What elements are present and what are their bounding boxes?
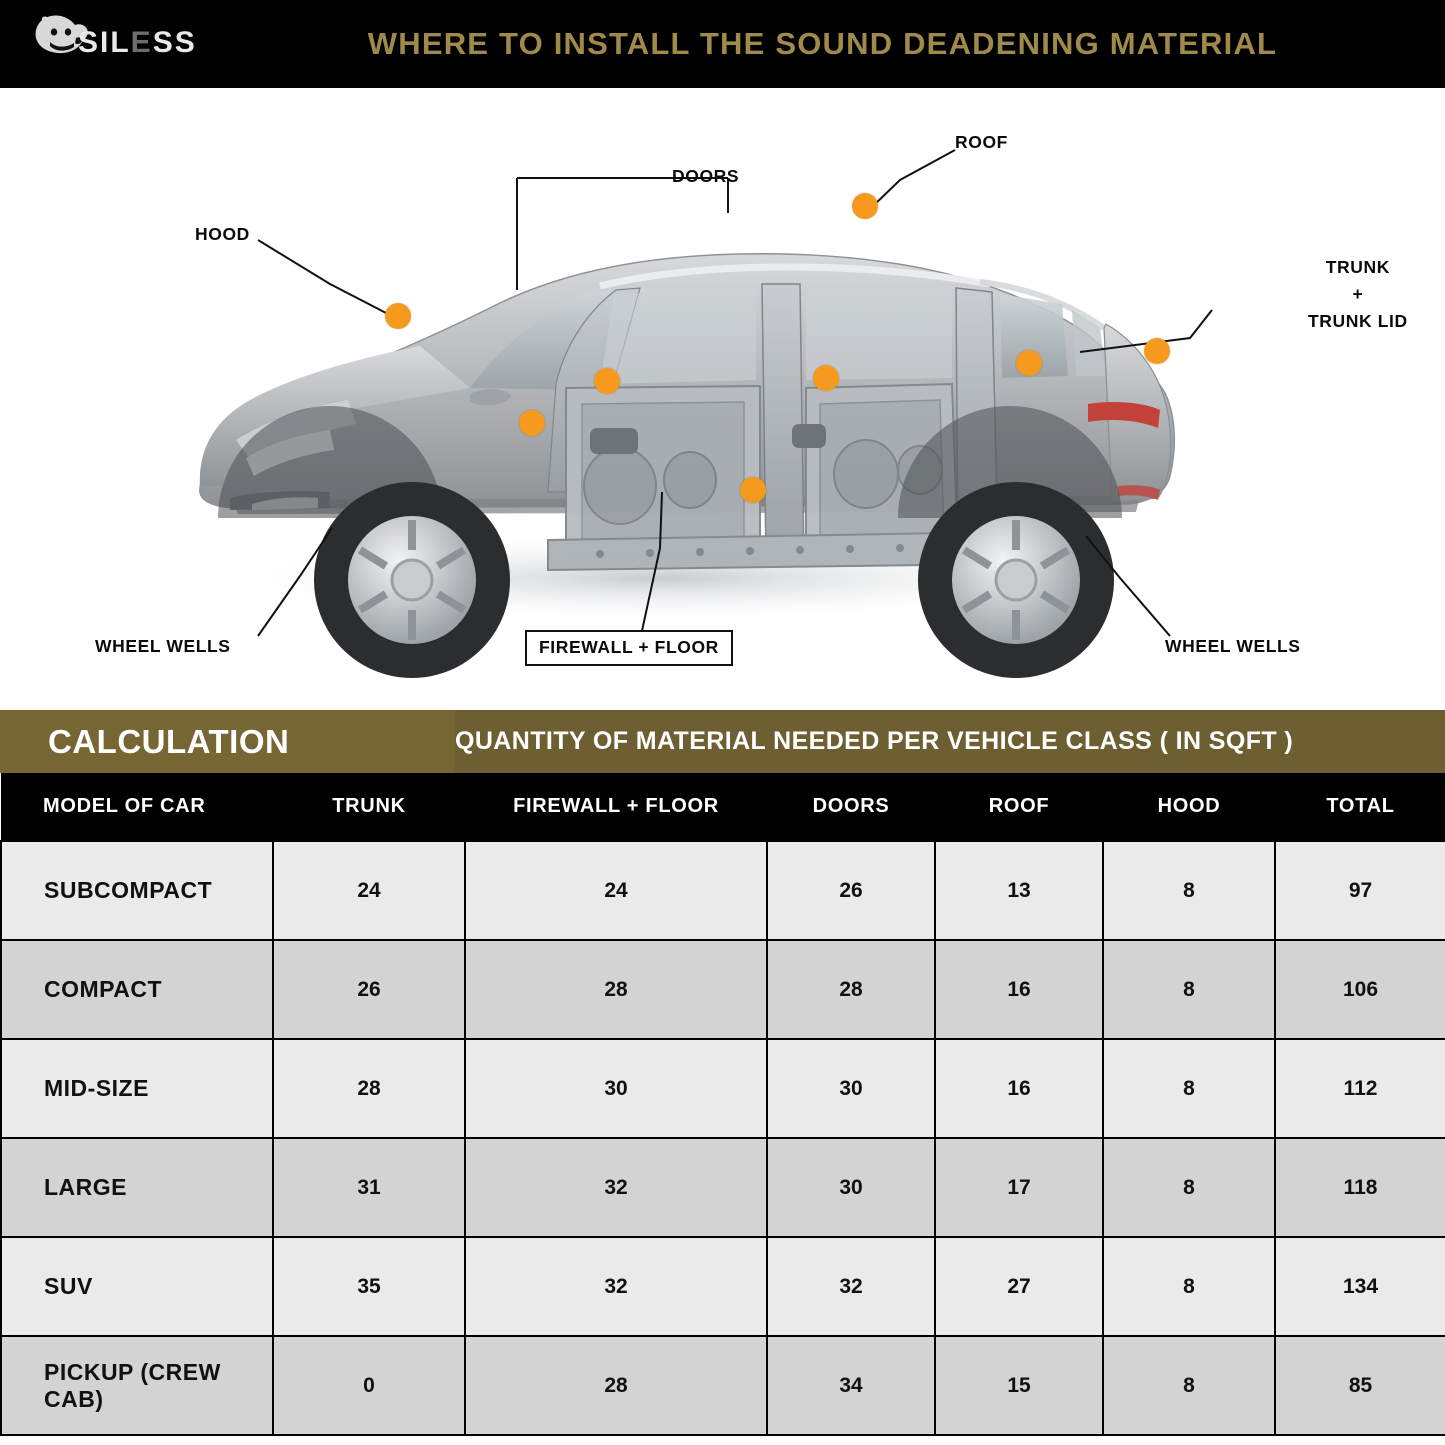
cell-hood: 8	[1103, 940, 1275, 1039]
material-quantity-table	[0, 773, 1445, 1436]
column-header-roof: ROOF	[935, 773, 1103, 841]
cell-hood: 8	[1103, 1039, 1275, 1138]
callout-label-wheel-wells-right: WHEEL WELLS	[1165, 636, 1301, 656]
hotspot-firewall-floor[interactable]	[740, 477, 766, 503]
callout-label-firewall-floor: FIREWALL + FLOOR	[525, 630, 733, 666]
cell-total: 97	[1275, 841, 1445, 940]
cell-doors: 30	[767, 1039, 935, 1138]
hotspot-roof[interactable]	[852, 193, 878, 219]
hotspot-front-door[interactable]	[594, 368, 620, 394]
column-header-trunk: TRUNK	[273, 773, 465, 841]
trunk-line-1: TRUNK	[1325, 257, 1390, 277]
cell-model: LARGE	[1, 1138, 273, 1237]
table-row	[1, 1336, 1445, 1435]
callout-label-trunk	[1308, 254, 1408, 335]
hotspot-rear-door[interactable]	[813, 365, 839, 391]
calculation-table-section	[0, 710, 1445, 1445]
trunk-line-3: TRUNK LID	[1308, 311, 1408, 332]
cell-model: SUV	[1, 1237, 273, 1336]
column-header-hood: HOOD	[1103, 773, 1275, 841]
cell-hood: 8	[1103, 1237, 1275, 1336]
cell-doors: 34	[767, 1336, 935, 1435]
cell-doors: 26	[767, 841, 935, 940]
cell-roof: 16	[935, 1039, 1103, 1138]
callout-label-doors: DOORS	[672, 166, 740, 186]
brand-wordmark-end: SS	[152, 26, 197, 59]
cell-total: 134	[1275, 1237, 1445, 1336]
callout-label-roof: ROOF	[955, 132, 1008, 152]
cell-model: SUBCOMPACT	[1, 841, 273, 940]
table-row	[1, 1138, 1445, 1237]
cell-firewall-floor: 28	[465, 1336, 767, 1435]
cell-trunk: 35	[273, 1237, 465, 1336]
cell-doors: 28	[767, 940, 935, 1039]
cell-roof: 15	[935, 1336, 1103, 1435]
table-row	[1, 841, 1445, 940]
calculation-banner	[0, 710, 1445, 773]
cell-firewall-floor: 28	[465, 940, 767, 1039]
table-row	[1, 1237, 1445, 1336]
callout-label-wheel-wells-left: WHEEL WELLS	[95, 636, 231, 656]
calculation-banner-left: CALCULATION	[0, 710, 455, 773]
page-title: WHERE TO INSTALL THE SOUND DEADENING MATERIAL	[367, 26, 1278, 61]
brand-logo	[0, 0, 230, 88]
cell-trunk: 0	[273, 1336, 465, 1435]
callout-label-hood: HOOD	[195, 224, 250, 244]
vehicle-diagram	[0, 88, 1445, 710]
cell-trunk: 28	[273, 1039, 465, 1138]
hotspot-hood[interactable]	[385, 303, 411, 329]
column-header-doors: DOORS	[767, 773, 935, 841]
column-header-total: TOTAL	[1275, 773, 1445, 841]
column-header-firewall-floor: FIREWALL + FLOOR	[465, 773, 767, 841]
table-row	[1, 940, 1445, 1039]
cell-hood: 8	[1103, 1336, 1275, 1435]
hotspot-trunk-lid[interactable]	[1144, 338, 1170, 364]
cell-firewall-floor: 32	[465, 1138, 767, 1237]
cell-roof: 27	[935, 1237, 1103, 1336]
cell-roof: 16	[935, 940, 1103, 1039]
cell-trunk: 24	[273, 841, 465, 940]
cell-roof: 13	[935, 841, 1103, 940]
brand-wordmark-dim: E	[130, 26, 153, 59]
column-header-model: MODEL OF CAR	[1, 773, 273, 841]
cell-trunk: 31	[273, 1138, 465, 1237]
cell-doors: 32	[767, 1237, 935, 1336]
cell-model: COMPACT	[1, 940, 273, 1039]
brand-wordmark	[78, 26, 197, 60]
cell-total: 106	[1275, 940, 1445, 1039]
cell-total: 85	[1275, 1336, 1445, 1435]
cell-firewall-floor: 30	[465, 1039, 767, 1138]
cell-model: MID-SIZE	[1, 1039, 273, 1138]
table-header-row	[1, 773, 1445, 841]
table-row	[1, 1039, 1445, 1138]
hotspot-wheel-well-front[interactable]	[519, 410, 545, 436]
cell-hood: 8	[1103, 1138, 1275, 1237]
cell-total: 112	[1275, 1039, 1445, 1138]
cell-hood: 8	[1103, 841, 1275, 940]
header-bar	[0, 0, 1445, 88]
cell-roof: 17	[935, 1138, 1103, 1237]
cell-firewall-floor: 32	[465, 1237, 767, 1336]
trunk-line-2: +	[1352, 284, 1364, 305]
cell-trunk: 26	[273, 940, 465, 1039]
cell-total: 118	[1275, 1138, 1445, 1237]
cell-doors: 30	[767, 1138, 935, 1237]
calculation-banner-right: QUANTITY OF MATERIAL NEEDED PER VEHICLE CLASS ( IN SQFT )	[455, 710, 1445, 773]
brand-wordmark-main: SIL	[78, 26, 131, 59]
cell-model: PICKUP (CREW CAB)	[1, 1336, 273, 1435]
cell-firewall-floor: 24	[465, 841, 767, 940]
hotspot-trunk[interactable]	[1016, 350, 1042, 376]
